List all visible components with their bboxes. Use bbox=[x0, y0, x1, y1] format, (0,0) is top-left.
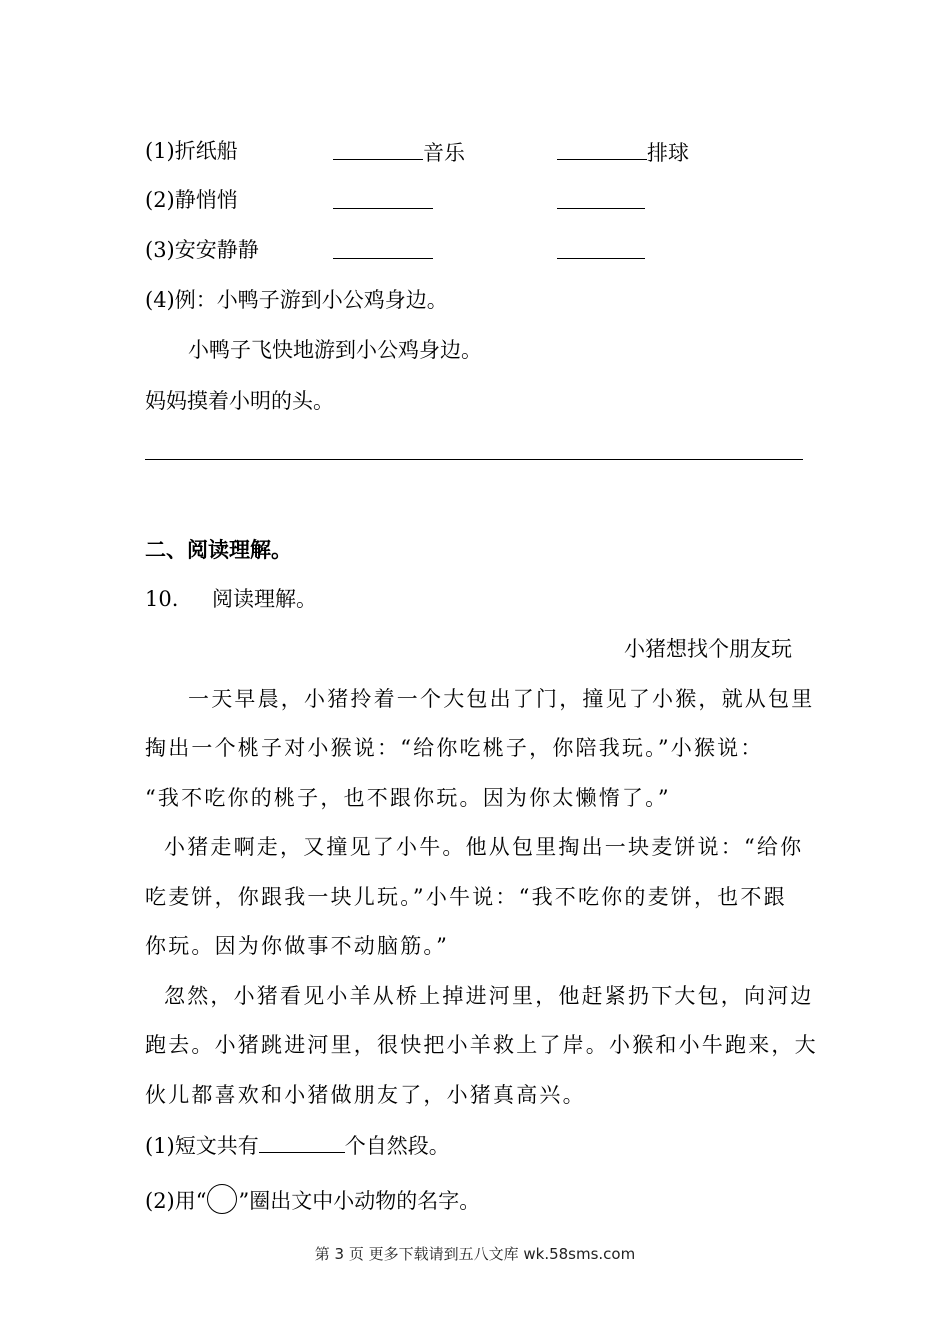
answer-line[interactable] bbox=[145, 459, 803, 460]
answer-blank[interactable] bbox=[557, 190, 645, 209]
passage-line: 小猪走啊走，又撞见了小牛。他从包里掏出一块麦饼说：“给你 bbox=[164, 835, 804, 859]
section-heading: 二、阅读理解。 bbox=[145, 537, 292, 562]
q9-row1-label: (1)折纸船 bbox=[145, 139, 238, 163]
passage-line: 掏出一个桃子对小猴说：“给你吃桃子，你陪我玩。”小猴说： bbox=[145, 736, 764, 760]
passage-title: 小猪想找个朋友玩 bbox=[624, 637, 792, 661]
answer-blank[interactable] bbox=[333, 141, 423, 160]
answer-blank[interactable] bbox=[259, 1134, 345, 1153]
q10-number: 10. bbox=[145, 587, 179, 611]
q9-row3-label: (3)安安静静 bbox=[145, 238, 259, 262]
q9-row2-col2 bbox=[333, 190, 433, 213]
answer-blank[interactable] bbox=[557, 141, 647, 160]
passage-line: 吃麦饼，你跟我一块儿玩。”小牛说：“我不吃你的麦饼，也不跟 bbox=[145, 885, 787, 909]
q9-row3-col2 bbox=[333, 240, 433, 263]
page-footer: 第 3 页 更多下载请到五八文库 wk.58sms.com bbox=[314, 1245, 636, 1263]
q9-row1-col3 bbox=[557, 141, 689, 164]
q9-row1-col2 bbox=[333, 141, 465, 164]
q10-sub2 bbox=[145, 1184, 480, 1214]
q9-row1-word2: 音乐 bbox=[423, 141, 465, 165]
passage-line: 一天早晨，小猪拎着一个大包出了门，撞见了小猴，就从包里 bbox=[188, 687, 815, 711]
q9-row2-label: (2)静悄悄 bbox=[145, 188, 238, 212]
answer-blank[interactable] bbox=[557, 240, 645, 259]
answer-blank[interactable] bbox=[333, 240, 433, 259]
passage-line: “我不吃你的桃子，也不跟你玩。因为你太懒惰了。” bbox=[145, 786, 671, 810]
q9-row4-example-label: (4)例：小鸭子游到小公鸡身边。 bbox=[145, 288, 448, 312]
q9-row4-example-answer: 小鸭子飞快地游到小公鸡身边。 bbox=[188, 338, 482, 362]
q10-sub1-pre: (1)短文共有 bbox=[145, 1134, 259, 1158]
passage-line: 伙儿都喜欢和小猪做朋友了，小猪真高兴。 bbox=[145, 1083, 586, 1107]
passage-line: 跑去。小猪跳进河里，很快把小羊救上了岸。小猴和小牛跑来，大 bbox=[145, 1033, 818, 1057]
q10-sub2-pre: (2)用“ bbox=[145, 1189, 207, 1213]
passage-line: 你玩。因为你做事不动脑筋。” bbox=[145, 934, 450, 958]
q9-row3-col3 bbox=[557, 240, 645, 263]
q10-sub2-post: ”圈出文中小动物的名字。 bbox=[238, 1189, 481, 1213]
circle-icon bbox=[207, 1184, 237, 1214]
q10-sub1-post: 个自然段。 bbox=[344, 1134, 450, 1158]
q9-row2-col3 bbox=[557, 190, 645, 213]
answer-blank[interactable] bbox=[333, 190, 433, 209]
passage-line: 忽然，小猪看见小羊从桥上掉进河里，他赶紧扔下大包，向河边 bbox=[164, 984, 814, 1008]
q9-row1-word3: 排球 bbox=[647, 141, 689, 165]
q9-row4-prompt: 妈妈摸着小明的头。 bbox=[145, 389, 334, 413]
q10-label: 阅读理解。 bbox=[212, 587, 317, 611]
q10-sub1 bbox=[145, 1134, 450, 1157]
